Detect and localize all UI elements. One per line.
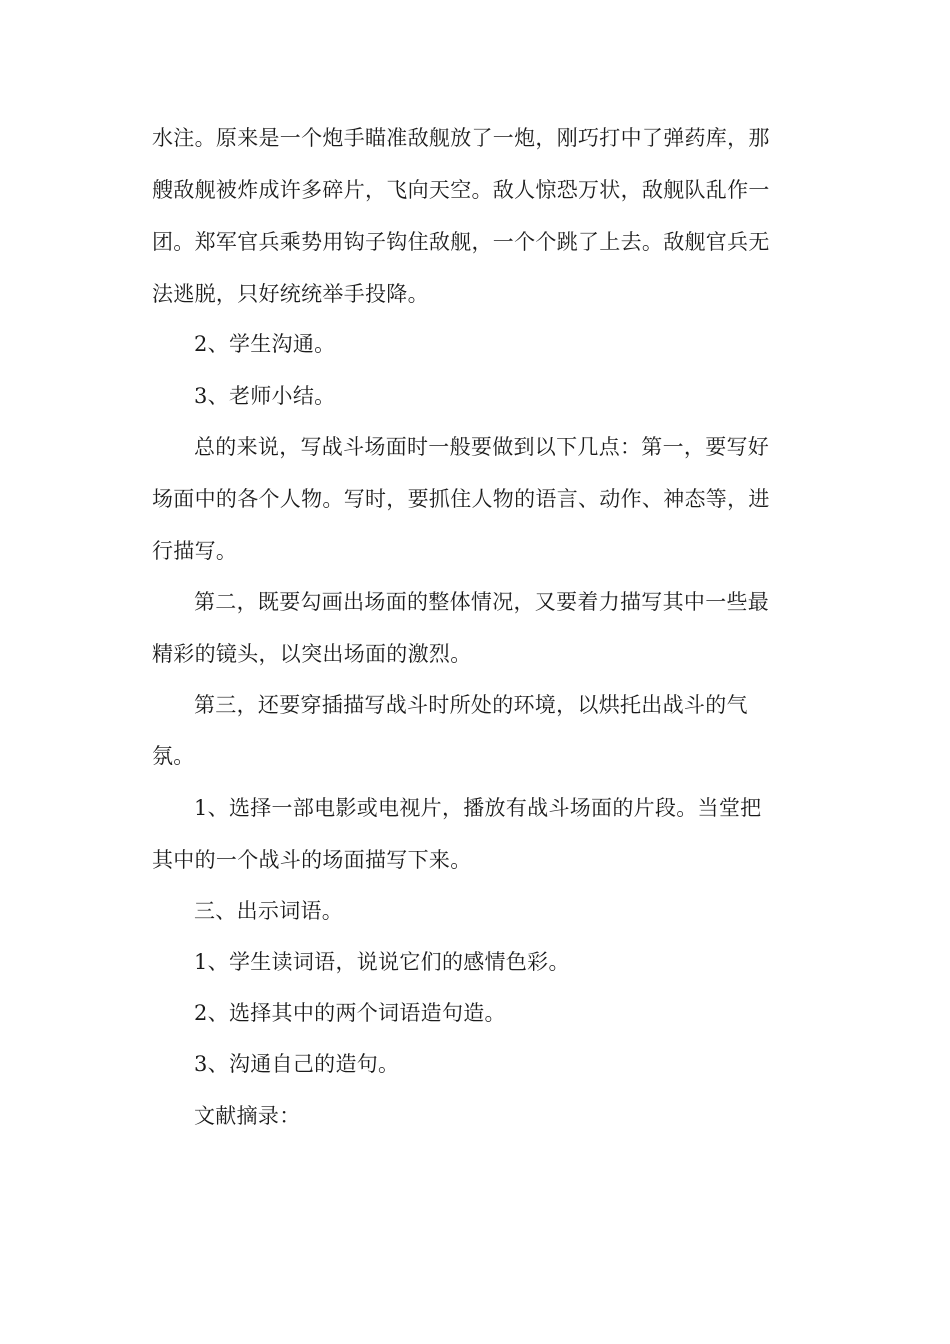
paragraph-line: 其中的一个战斗的场面描写下来。 — [152, 848, 472, 872]
section-heading: 三、出示词语。 — [194, 899, 344, 923]
paragraph-line: 文献摘录： — [194, 1104, 301, 1128]
paragraph-line: 总的来说，写战斗场面时一般要做到以下几点：第一，要写好 — [194, 435, 770, 459]
paragraph-line: 团。郑军官兵乘势用钩子钩住敌舰，一个个跳了上去。敌舰官兵无 — [152, 230, 770, 254]
paragraph-line: 法逃脱，只好统统举手投降。 — [152, 282, 429, 306]
list-item: 3、老师小结。 — [194, 384, 336, 408]
list-item: 3、沟通自己的造句。 — [194, 1052, 400, 1076]
list-item: 1、选择一部电影或电视片，播放有战斗场面的片段。当堂把 — [194, 796, 762, 820]
paragraph-line: 水注。原来是一个炮手瞄准敌舰放了一炮，刚巧打中了弹药库，那 — [152, 126, 770, 150]
list-item: 2、学生沟通。 — [194, 332, 336, 356]
paragraph-line: 氛。 — [152, 744, 195, 768]
paragraph-line: 精彩的镜头，以突出场面的激烈。 — [152, 642, 472, 666]
list-item: 1、学生读词语，说说它们的感情色彩。 — [194, 950, 570, 974]
paragraph-line: 行描写。 — [152, 539, 238, 563]
list-item: 2、选择其中的两个词语造句造。 — [194, 1001, 506, 1025]
paragraph-line: 场面中的各个人物。写时，要抓住人物的语言、动作、神态等，进 — [152, 487, 770, 511]
paragraph-line: 艘敌舰被炸成许多碎片，飞向天空。敌人惊恐万状，敌舰队乱作一 — [152, 178, 770, 202]
paragraph-line: 第二，既要勾画出场面的整体情况，又要着力描写其中一些最 — [194, 590, 770, 614]
paragraph-line: 第三，还要穿插描写战斗时所处的环境，以烘托出战斗的气 — [194, 693, 748, 717]
